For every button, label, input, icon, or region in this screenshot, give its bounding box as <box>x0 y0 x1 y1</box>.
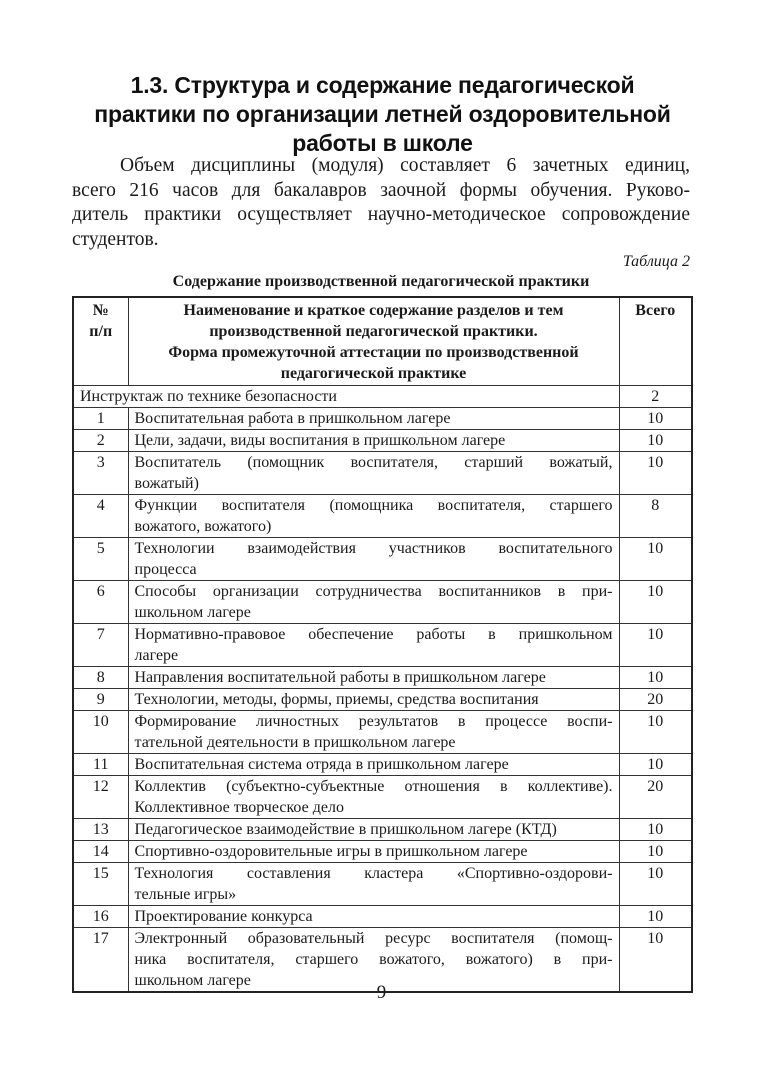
row-number: 6 <box>73 581 128 624</box>
row-topic-line: Электронный образовательный ресурс воспитателя (помощ- <box>134 930 613 947</box>
table-row <box>73 906 692 928</box>
row-topic <box>128 819 619 841</box>
row-number: 1 <box>73 408 128 430</box>
practice-content-table <box>72 296 693 993</box>
row-topic-line: Коллективное творческое дело <box>134 799 344 816</box>
row-topic <box>128 776 619 819</box>
row-number: 10 <box>73 711 128 754</box>
row-topic-line: Направления воспитательной работы в пришкольном лагере <box>134 669 546 686</box>
row-topic-line: Воспитатель (помощник воспитателя, старший вожатый, <box>134 454 613 471</box>
row-total-hours: 10 <box>619 819 692 841</box>
header-number-line: № <box>92 302 109 319</box>
row-topic <box>128 624 619 667</box>
row-topic-line: Способы организации сотрудничества воспитанников в при- <box>134 583 613 600</box>
row-topic-line: Формирование личностных результатов в процессе воспи- <box>134 713 613 730</box>
row-total-hours: 10 <box>619 711 692 754</box>
table-row <box>73 452 692 495</box>
table-row <box>73 819 692 841</box>
table-row <box>73 841 692 863</box>
row-topic-line: школьном лагере <box>134 604 251 621</box>
row-topic-line: Технологии, методы, формы, приемы, средства воспитания <box>134 691 539 708</box>
table-row <box>73 430 692 452</box>
table-row <box>73 863 692 906</box>
row-topic <box>128 754 619 776</box>
row-number: 2 <box>73 430 128 452</box>
header-name <box>128 297 619 386</box>
table-row <box>73 754 692 776</box>
header-total: Всего <box>619 297 692 386</box>
row-total-hours: 8 <box>619 495 692 538</box>
row-topic <box>128 841 619 863</box>
row-number: 5 <box>73 538 128 581</box>
paragraph-line: студентов. <box>72 228 159 250</box>
header-name-line: производственной педагогической практики. <box>209 323 538 340</box>
header-number <box>73 297 128 386</box>
row-topic-line: Технология составления кластера «Спортивно-оздорови- <box>134 865 613 882</box>
paragraph-line: всего 216 часов для бакалавров заочной формы обучения. Руково- <box>72 179 690 201</box>
row-topic-line: школьном лагере <box>134 972 251 989</box>
header-name-line: педагогической практике <box>280 365 467 382</box>
table-row <box>73 667 692 689</box>
table-label: Таблица 2 <box>622 253 690 270</box>
row-number: 3 <box>73 452 128 495</box>
row-number: 9 <box>73 689 128 711</box>
row-topic-line: ника воспитателя, старшего вожатого, вожатого) в при- <box>134 951 613 968</box>
table-row <box>73 776 692 819</box>
table-row <box>73 624 692 667</box>
row-total-hours: 20 <box>619 776 692 819</box>
table-row <box>73 408 692 430</box>
row-total-hours: 10 <box>619 906 692 928</box>
row-topic <box>128 863 619 906</box>
intro-row-total: 2 <box>619 386 692 408</box>
heading-line: 1.3. Структура и содержание педагогической <box>130 72 635 99</box>
row-number: 11 <box>73 754 128 776</box>
row-topic <box>128 452 619 495</box>
row-topic-line: Спортивно-оздоровительные игры в пришкольном лагере <box>134 843 528 860</box>
header-name-line: Наименование и краткое содержание разделов и тем <box>183 302 564 319</box>
row-number: 13 <box>73 819 128 841</box>
row-number: 7 <box>73 624 128 667</box>
header-number-line: п/п <box>89 323 113 340</box>
row-topic-line: тельные игры» <box>134 886 237 903</box>
row-number: 12 <box>73 776 128 819</box>
row-topic-line: Проектирование конкурса <box>134 908 313 925</box>
paragraph-line: Объем дисциплины (модуля) составляет 6 зачетных единиц, <box>120 155 690 176</box>
row-total-hours: 10 <box>619 430 692 452</box>
row-topic-line: Нормативно-правовое обеспечение работы в пришкольном <box>134 626 613 643</box>
row-topic-line: лагере <box>134 647 179 664</box>
row-total-hours: 10 <box>619 538 692 581</box>
header-name-line: Форма промежуточной аттестации по производственной <box>168 344 579 361</box>
page-number: 9 <box>376 982 387 1003</box>
section-heading <box>60 71 705 158</box>
table-row <box>73 581 692 624</box>
row-total-hours: 10 <box>619 581 692 624</box>
row-total-hours: 10 <box>619 452 692 495</box>
row-topic <box>128 667 619 689</box>
row-topic-line: Технологии взаимодействия участников воспитательного <box>134 540 613 557</box>
row-topic <box>128 581 619 624</box>
row-topic <box>128 711 619 754</box>
table-row <box>73 538 692 581</box>
intro-row-name: Инструктаж по технике безопасности <box>73 386 619 408</box>
row-topic-line: Воспитательная система отряда в пришкольном лагере <box>134 756 509 773</box>
row-topic <box>128 408 619 430</box>
row-topic <box>128 538 619 581</box>
row-number: 8 <box>73 667 128 689</box>
row-topic <box>128 689 619 711</box>
row-topic-line: вожатого, вожатого) <box>134 518 272 535</box>
paragraph-line: дитель практики осуществляет научно-методическое сопровождение <box>72 204 690 225</box>
row-topic <box>128 906 619 928</box>
row-topic-line: Цели, задачи, виды воспитания в пришкольном лагере <box>134 432 506 449</box>
row-total-hours: 10 <box>619 928 692 993</box>
table-row <box>73 689 692 711</box>
table-header-row <box>73 297 692 386</box>
table-row <box>73 495 692 538</box>
row-number: 4 <box>73 495 128 538</box>
row-number: 14 <box>73 841 128 863</box>
row-topic-line: Педагогическое взаимодействие в пришкольном лагере (КТД) <box>134 821 557 838</box>
row-number: 15 <box>73 863 128 906</box>
intro-paragraph <box>72 154 690 252</box>
row-topic <box>128 495 619 538</box>
row-total-hours: 10 <box>619 863 692 906</box>
row-topic-line: Коллектив (субъектно-субъектные отношения в коллективе). <box>134 778 613 795</box>
row-topic-line: Функции воспитателя (помощника воспитателя, старшего <box>134 497 613 514</box>
row-topic <box>128 430 619 452</box>
row-total-hours: 10 <box>619 624 692 667</box>
row-topic-line: процесса <box>134 561 197 578</box>
row-topic-line: Воспитательная работа в пришкольном лагере <box>134 410 451 427</box>
row-total-hours: 10 <box>619 754 692 776</box>
row-topic-line: тательной деятельности в пришкольном лагере <box>134 734 456 751</box>
row-total-hours: 10 <box>619 408 692 430</box>
row-number: 17 <box>73 928 128 993</box>
table-row-intro <box>73 386 692 408</box>
row-total-hours: 10 <box>619 841 692 863</box>
row-topic-line: вожатый) <box>134 475 199 492</box>
table-row <box>73 711 692 754</box>
row-number: 16 <box>73 906 128 928</box>
table-caption: Содержание производственной педагогической практики <box>172 273 590 290</box>
row-total-hours: 10 <box>619 667 692 689</box>
heading-line: практики по организации летней оздоровительной <box>94 101 671 128</box>
row-total-hours: 20 <box>619 689 692 711</box>
heading-line: работы в школе <box>292 130 473 157</box>
